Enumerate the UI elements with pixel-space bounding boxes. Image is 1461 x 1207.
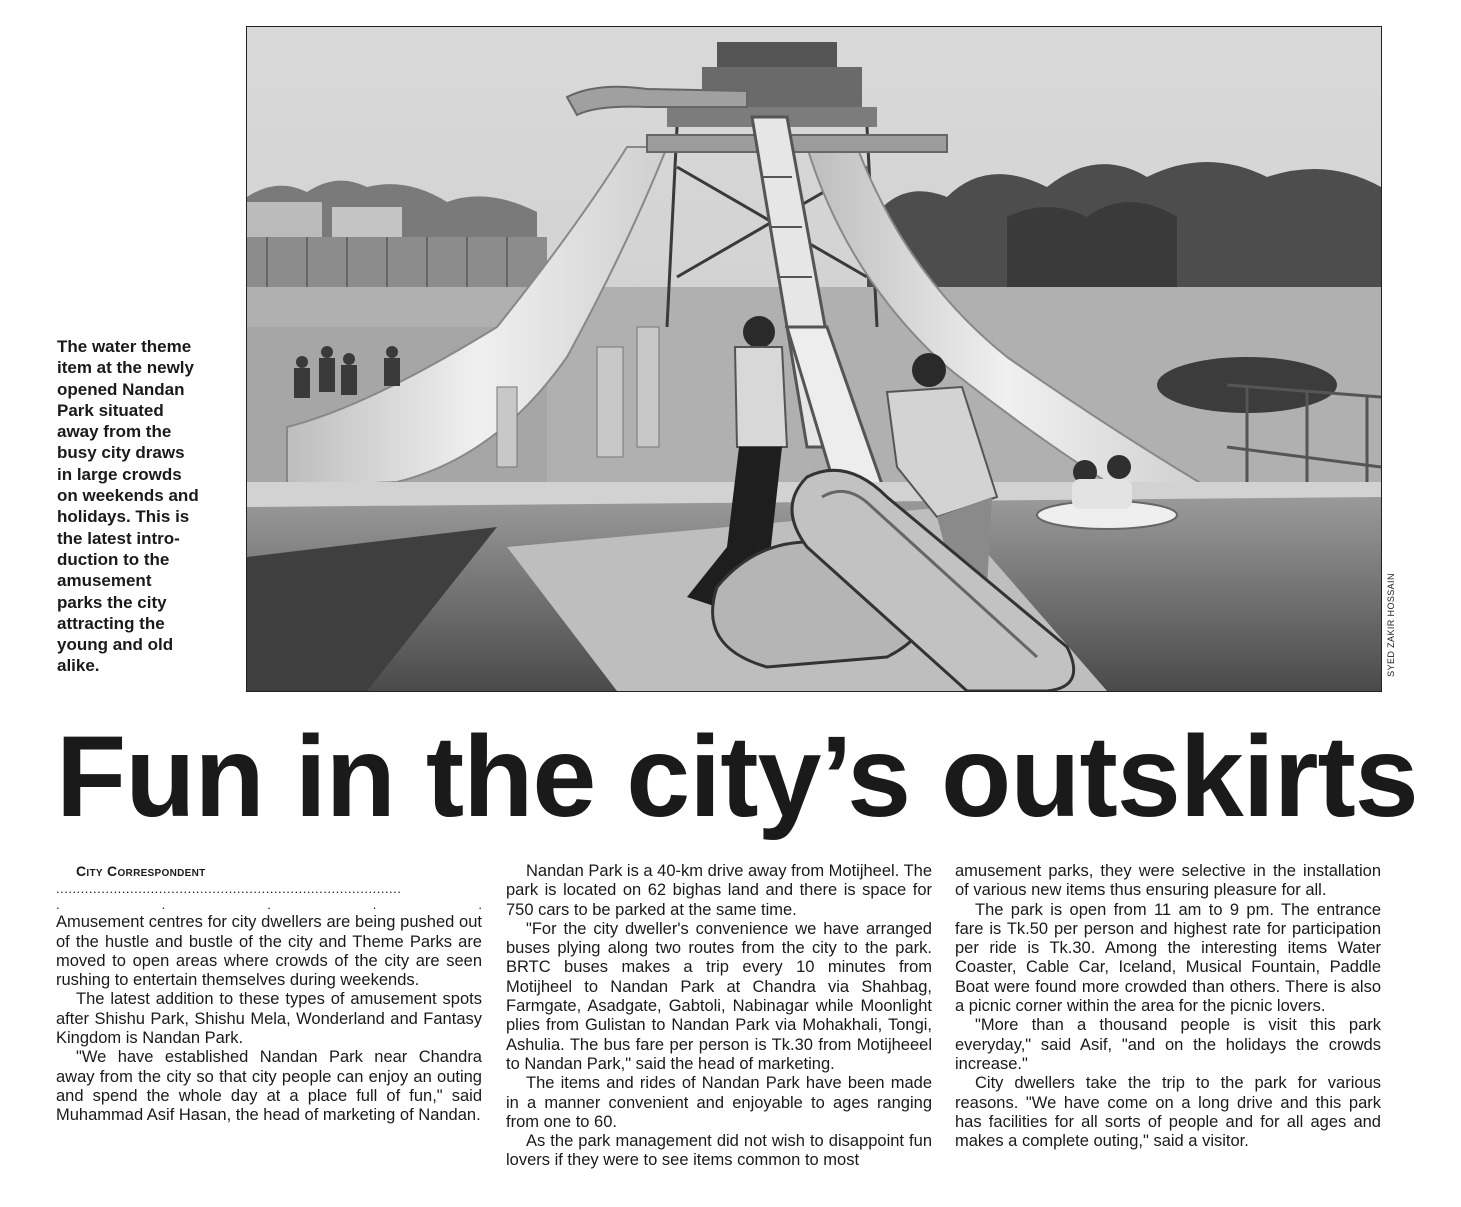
paragraph: The latest addition to these types of amusement spots after Shishu Park, Shishu Mela, Wonderland and Fantasy Kingdom is Nandan Park. (56, 990, 482, 1048)
caption-line: item at the newly (57, 358, 194, 378)
article-column-1 (56, 862, 482, 1126)
caption-line: alike. (57, 656, 100, 676)
caption-line: opened Nandan (57, 379, 185, 399)
water-park-photo-illustration (247, 27, 1381, 691)
caption-line: in large crowds (57, 464, 182, 484)
caption-line: on weekends and (57, 486, 199, 506)
paragraph: The park is open from 11 am to 9 pm. The entrance fare is Tk.50 per person and highest rate for participation per ride is Tk.30. Among the interesting items Water Coaster, Cable Car, Iceland, Musical Fountain, Paddle Boat were found more crowded than others. There is also a picnic corner within the area for the picnic lovers. (955, 900, 1381, 1016)
paragraph-continuation: amusement parks, they were selective in the installation of various new items thus ensuring pleasure for all. (955, 862, 1381, 900)
article-headline: Fun in the city’s outskirts (56, 713, 1418, 841)
photo-credit (1383, 560, 1399, 690)
paragraph: "We have established Nandan Park near Chandra away from the city so that city people can enjoy an outing and spend the whole day at a place full of fun," said Muhammad Asif Hasan, the head of marketing of Nandan. (56, 1048, 482, 1125)
caption-line: young and old (57, 635, 174, 655)
dotted-rule-spaced (56, 897, 482, 913)
caption-line: holidays. This is (57, 507, 190, 527)
caption-line: busy city draws (57, 443, 185, 463)
paragraph: As the park management did not wish to disappoint fun lovers if they were to see items common to most (506, 1132, 932, 1170)
article-column-3 (955, 862, 1381, 1151)
caption-line: duction to the (57, 549, 170, 569)
caption-line: The water theme (57, 337, 192, 356)
caption-line: Park situated (57, 400, 164, 420)
dot: . (372, 897, 377, 913)
dot: . (56, 897, 60, 913)
photo-caption (57, 336, 229, 677)
caption-line: parks the city (57, 592, 167, 612)
caption-line: attracting the (57, 613, 165, 633)
article-column-2 (506, 862, 932, 1171)
dot: . (267, 897, 271, 913)
photo-credit-text: SYED ZAKIR HOSSAIN (1386, 573, 1397, 677)
paragraph: City dwellers take the trip to the park for various reasons. "We have come on a long drive and this park has facilities for all sorts of people and for all ages and makes a complete outing," said a visitor. (955, 1074, 1381, 1151)
news-photo (246, 26, 1382, 692)
paragraph: The items and rides of Nandan Park have been made in a manner convenient and enjoyable to ages ranging from one to 60. (506, 1074, 932, 1131)
caption-line: away from the (57, 422, 172, 442)
paragraph: "More than a thousand people is visit this park everyday," said Asif, "and on the holidays the crowds increase." (955, 1016, 1381, 1073)
byline: City Correspondent (76, 863, 206, 879)
caption-line: the latest intro- (57, 528, 180, 548)
dot: . (161, 897, 166, 913)
paragraph: Amusement centres for city dwellers are being pushed out of the hustle and bustle of the city and Theme Parks are moved to open areas where crowds of the city are seen rushing to entertain themselves during weekends. (56, 913, 482, 990)
dot: . (478, 897, 482, 913)
paragraph: "For the city dweller's convenience we have arranged buses plying along two routes from the city to the park. BRTC buses makes a trip every 10 minutes from Motijheel to Nandan Park at Chandra via Shahbag, Farmgate, Asadgate, Gabtoli, Nabinagar while Moonlight plies from Gulistan to Nandan Park via Mohakhali, Tongi, Ashulia. The bus fare per person is Tk.30 from Motijheeel to Nandan Park," said the head of marketing. (506, 919, 932, 1073)
dotted-rule: .................................................................................... (56, 881, 402, 897)
paragraph: Nandan Park is a 40-km drive away from Motijheel. The park is located on 62 bighas land and there is space for 750 cars to be parked at the same time. (506, 862, 932, 919)
caption-line: amusement (57, 571, 152, 591)
